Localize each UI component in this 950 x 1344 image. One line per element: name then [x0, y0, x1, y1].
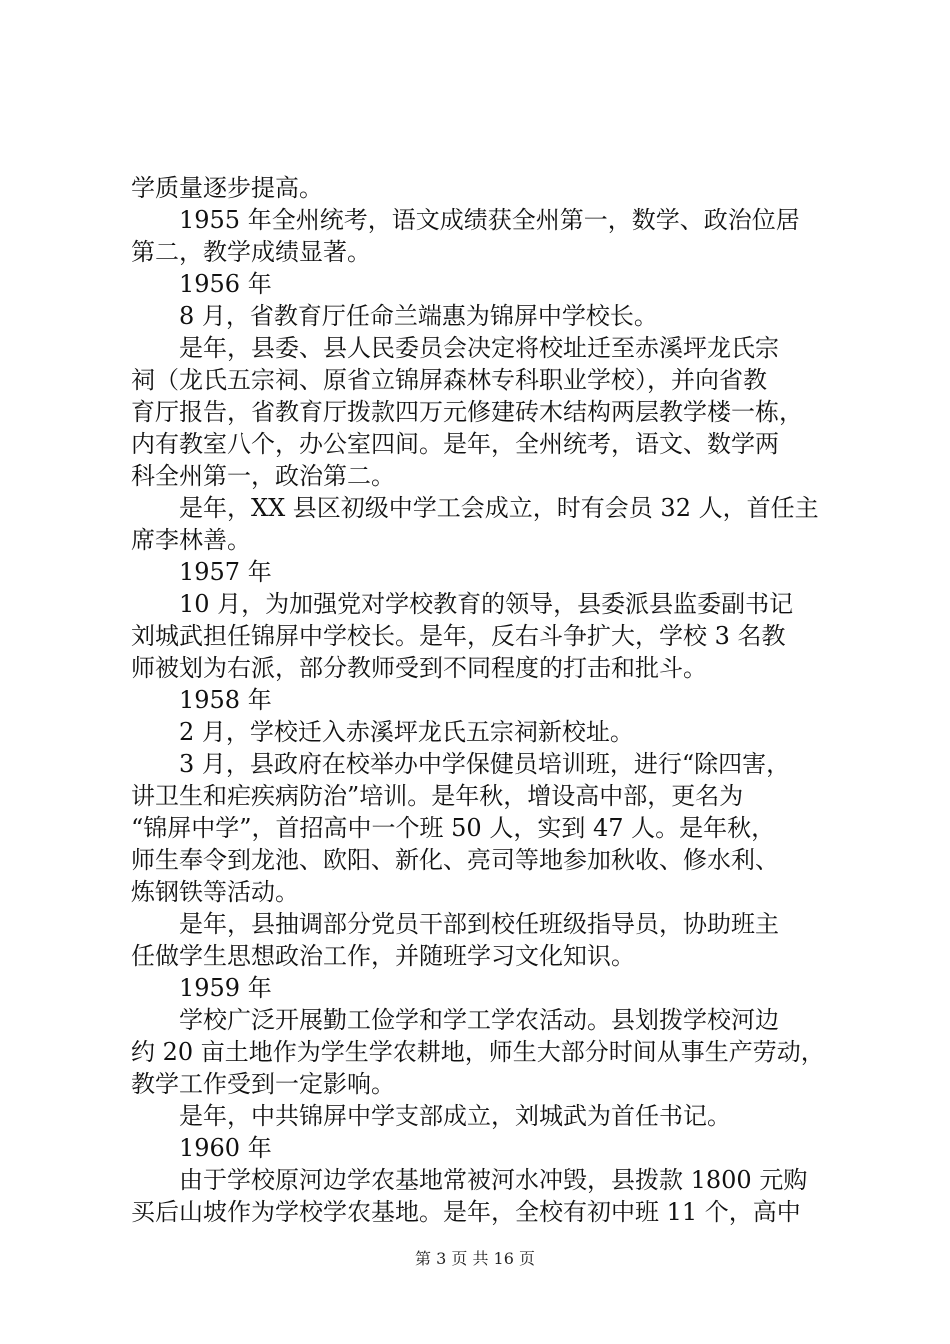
text-line: 2 月，学校迁入赤溪坪龙氏五宗祠新校址。 — [179, 718, 634, 746]
text-line: 学校广泛开展勤工俭学和学工学农活动。县划拨学校河边 — [179, 1006, 779, 1034]
text-line: 3 月，县政府在校举办中学保健员培训班，进行“除四害， — [179, 750, 791, 778]
text-line: 约 20 亩土地作为学生学农耕地，师生大部分时间从事生产劳动， — [131, 1038, 825, 1066]
text-line: 师生奉令到龙池、欧阳、新化、亮司等地参加秋收、修水利、 — [131, 846, 779, 874]
text-line: 炼钢铁等活动。 — [131, 878, 299, 906]
text-line: 内有教室八个，办公室四间。是年，全州统考，语文、数学两 — [131, 430, 779, 458]
text-line: 是年，县委、县人民委员会决定将校址迁至赤溪坪龙氏宗 — [179, 334, 779, 362]
text-line: 席李林善。 — [131, 526, 251, 554]
document-body — [131, 172, 841, 1228]
text-line: 由于学校原河边学农基地常被河水冲毁，县拨款 1800 元购 — [179, 1166, 808, 1194]
text-line: 教学工作受到一定影响。 — [131, 1070, 395, 1098]
text-line: 1960 年 — [179, 1134, 272, 1162]
text-line: 1955 年全州统考，语文成绩获全州第一，数学、政治位居 — [179, 206, 800, 234]
text-line: 师被划为右派，部分教师受到不同程度的打击和批斗。 — [131, 654, 707, 682]
text-line: 育厅报告，省教育厅拨款四万元修建砖木结构两层教学楼一栋， — [131, 398, 803, 426]
text-line: 1956 年 — [179, 270, 272, 298]
text-line: 第二，教学成绩显著。 — [131, 238, 371, 266]
text-line: 是年，XX 县区初级中学工会成立，时有会员 32 人，首任主 — [179, 494, 819, 522]
text-line: 讲卫生和疟疾病防治”培训。是年秋，增设高中部，更名为 — [131, 782, 744, 810]
text-line: 学质量逐步提高。 — [131, 174, 323, 202]
paragraph-lines — [131, 172, 841, 1228]
text-line: 科全州第一，政治第二。 — [131, 462, 395, 490]
text-line: 1959 年 — [179, 974, 272, 1002]
text-line: 祠（龙氏五宗祠、原省立锦屏森林专科职业学校），并向省教 — [131, 366, 767, 394]
text-line: “锦屏中学”，首招高中一个班 50 人，实到 47 人。是年秋， — [131, 814, 776, 842]
text-line: 1958 年 — [179, 686, 272, 714]
text-line: 是年，县抽调部分党员干部到校任班级指导员，协助班主 — [179, 910, 779, 938]
text-line: 任做学生思想政治工作，并随班学习文化知识。 — [131, 942, 635, 970]
text-line: 是年，中共锦屏中学支部成立，刘城武为首任书记。 — [179, 1102, 731, 1130]
text-line: 8 月，省教育厅任命兰端惠为锦屏中学校长。 — [179, 302, 658, 330]
page-footer: 第 3 页 共 16 页 — [415, 1249, 535, 1268]
text-line: 1957 年 — [179, 558, 272, 586]
text-line: 刘城武担任锦屏中学校长。是年，反右斗争扩大，学校 3 名教 — [131, 622, 786, 650]
text-line: 买后山坡作为学校学农基地。是年，全校有初中班 11 个，高中 — [131, 1198, 801, 1226]
text-line: 10 月，为加强党对学校教育的领导，县委派县监委副书记 — [179, 590, 794, 618]
